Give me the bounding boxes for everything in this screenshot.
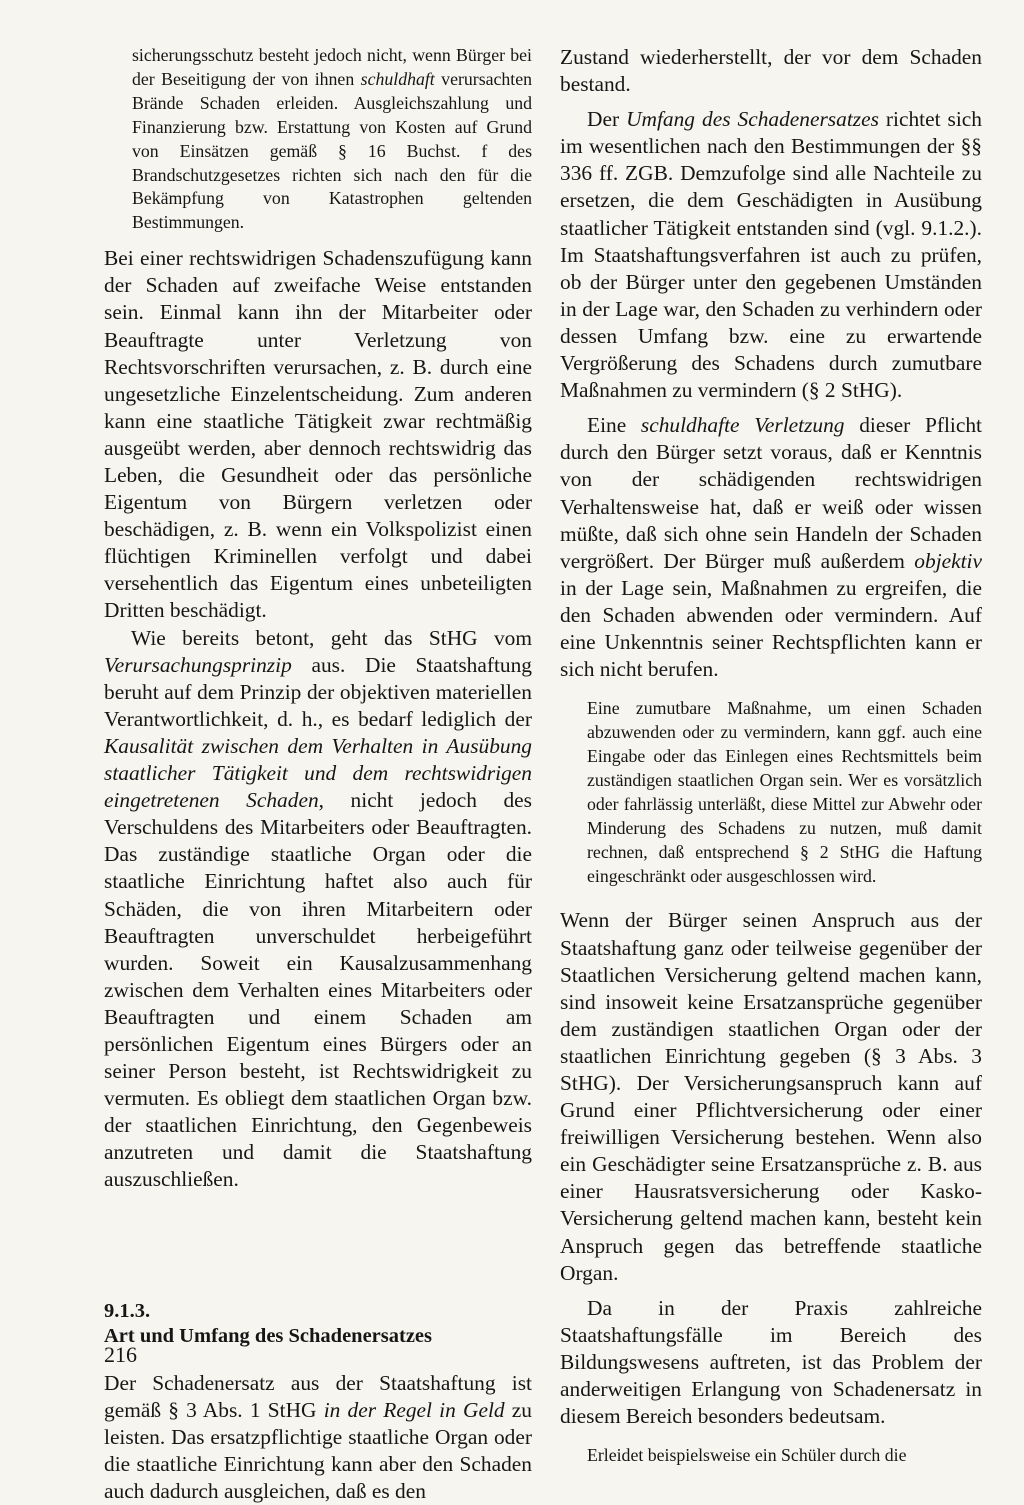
italic-run: Umfang des Schadenersatzes: [626, 107, 879, 132]
text-run: , nicht jedoch des Verschuldens des Mitarbeiters oder Beauftragten. Das zuständige staatliche Organ oder die staatliche Einrichtung haftet also auch für Schäden, die von ihren Mitarbeitern oder Beauftragten unverschuldet herbeigeführt wurden. Soweit ein Kausalzusammenhang zwischen dem Verhalten eines Mitarbeiters oder Beauftragten und einem Schaden am persönlichen Eigentum eines Bürgers oder an seiner Person besteht, ist Rechtswidrigkeit zu vermuten. Es obliegt dem staatlichen Organ bzw. der staatlichen Einrichtung, den Gegenbeweis anzutreten und damit die Staatshaftung auszuschließen.: [104, 788, 532, 1192]
page-number: 216: [104, 1342, 137, 1367]
paragraph-student-example: [587, 1444, 982, 1468]
text-run: aus. Die Staatshaftung beruht auf dem Prinzip der objektiven materiellen Verantwortlichkeit, d. h., es bedarf lediglich der: [104, 652, 532, 731]
text-run: zu leisten. Das ersatzpflichtige staatliche Organ oder die staatliche Einrichtung kann aber den Schaden auch dadurch ausgleichen, daß es den: [104, 1397, 532, 1503]
text-run: in der Lage sein, Maßnahmen zu ergreifen, die den Schaden abwenden oder vermindern. Auf eine Unkenntnis seiner Rechtspflichten kann er sich nicht berufen.: [560, 575, 982, 682]
paragraph-insurance-claim: [560, 907, 982, 1286]
italic-run: schuldhaft: [360, 68, 435, 89]
text-run: Der: [587, 107, 627, 132]
paragraph-causation-principle: [104, 625, 532, 1194]
text-run: Wie bereits betont, geht das StHG vom: [131, 625, 532, 650]
text-run: Da in der Praxis zahlreiche Staatshaftungsfälle im Bereich des Bildungswesens auftreten, ist das Problem der anderweitigen Erlangung von Schadenersatz in diesem Bereich besonders bedeutsam.: [560, 1295, 982, 1429]
right-column: [560, 44, 982, 1487]
italic-run: objektiv: [914, 548, 982, 573]
text-run: Wenn der Bürger seinen Anspruch aus der Staatshaftung ganz oder teilweise gegenüber der Staatlichen Versicherung geltend machen kann, sind insoweit keine Ersatzansprüche gegenüber dem zuständigen staatlichen Organ oder der staatlichen Einrichtung gegeben (§ 3 Abs. 3 StHG). Der Versicherungsanspruch kann auf Grund einer Pflichtversicherung oder einer freiwilligen Versicherung bestehen. Wenn also ein Geschädigter seine Ersatzansprüche z. B. aus einer Hausratsversicherung oder Kasko-Versicherung geltend machen kann, besteht kein Anspruch gegen das betreffende staatliche Organ.: [560, 908, 982, 1285]
section-title: Art und Umfang des Schadenersatzes: [104, 1325, 432, 1348]
paragraph-compensation-money: [104, 1370, 532, 1505]
paragraph-unlawful-damage: [104, 245, 532, 624]
text-run: Eine: [587, 413, 641, 438]
italic-run: Verursachungsprinzip: [104, 652, 292, 677]
text-run: Eine zumutbare Maßnahme, um einen Schaden abzuwenden oder zu vermindern, kann ggf. auch eine Eingabe oder das Einlegen eines Rechtsmittels beim zuständigen staatlichen Organ sein. Wer es vorsätzlich oder fahrlässig unterläßt, diese Mittel zur Abwehr oder Minderung des Schadens zu nutzen, muß damit rechnen, daß entsprechend § 2 StHG die Haftung eingeschränkt oder ausgeschlossen wird.: [587, 698, 982, 886]
paragraph-scope-of-damages: [560, 106, 982, 404]
italic-run: Kausalität zwischen dem Verhalten in Ausübung staatlicher Tätigkeit und dem rechtswidrigen eingetretenen Schaden: [104, 733, 532, 813]
text-run: verursachten Brände Schaden erleiden. Ausgleichszahlung und Finanzierung bzw. Erstattung von Kosten auf Grund von Einsätzen gemäß § 16 Buchst. f des Brandschutzgesetzes richten sich nach den für die Bekämpfung von Katastrophen geltenden Bestimmungen.: [132, 68, 533, 233]
italic-run: in der Regel in Geld: [323, 1397, 505, 1422]
left-column: [104, 44, 532, 1505]
italic-run: schuldhafte Verletzung: [640, 413, 845, 438]
paragraph-restoration: [560, 44, 982, 98]
paragraph-reasonable-measure: [587, 697, 982, 888]
text-run: dieser Pflicht durch den Bürger setzt voraus, daß er Kenntnis von der schädigenden rechtswidrigen Verhaltensweise hat, daß er weiß oder wissen müßte, daß sich ohne sein Handeln der Schaden vergrößert. Der Bürger muß außerdem: [560, 413, 982, 573]
text-run: sicherungsschutz besteht jedoch nicht, wenn Bürger bei der Beseitigung der von ihnen: [132, 45, 532, 89]
paragraph-education-sector: [560, 1295, 982, 1430]
section-number: 9.1.3.: [104, 1299, 151, 1322]
text-run: Der Schadenersatz aus der Staatshaftung ist gemäß § 3 Abs. 1 StHG: [104, 1370, 532, 1422]
text-run: Bei einer rechtswidrigen Schadenszufügung kann der Schaden auf zweifache Weise entstanden sein. Einmal kann ihn der Mitarbeiter oder Beauftragte unter Verletzung von Rechtsvorschriften verursachen, z. B. durch eine ungesetzliche Einzelentscheidung. Zum anderen kann eine staatliche Tätigkeit zwar rechtmäßig ausgeübt werden, aber dennoch rechtswidrig das Leben, die Gesundheit oder das persönliche Eigentum von Bürgern verletzen oder beschädigen, z. B. wenn ein Volkspolizist einen flüchtigen Kriminellen verfolgt und dabei versehentlich das Eigentum eines unbeteiligten Dritten beschädigt.: [104, 246, 532, 623]
paragraph-fire-insurance: [132, 44, 532, 235]
text-run: Zustand wiederherstellt, der vor dem Schaden bestand.: [560, 45, 982, 97]
paragraph-culpable-violation: [560, 412, 982, 683]
text-run: richtet sich im wesentlichen nach den Bestimmungen der §§ 336 ff. ZGB. Demzufolge sind alle Nachteile zu ersetzen, die dem Geschädigten in Ausübung staatlicher Tätigkeit entstanden sind (vgl. 9.1.2.). Im Staatshaftungsverfahren ist auch zu prüfen, ob der Bürger unter den gegebenen Umständen in der Lage war, den Schaden zu verhindern oder dessen Umfang bzw. eine zu erwartende Vergrößerung des Schadens durch zumutbare Maßnahmen zu vermindern (§ 2 StHG).: [560, 107, 982, 403]
text-run: Erleidet beispielsweise ein Schüler durch die: [587, 1445, 907, 1466]
